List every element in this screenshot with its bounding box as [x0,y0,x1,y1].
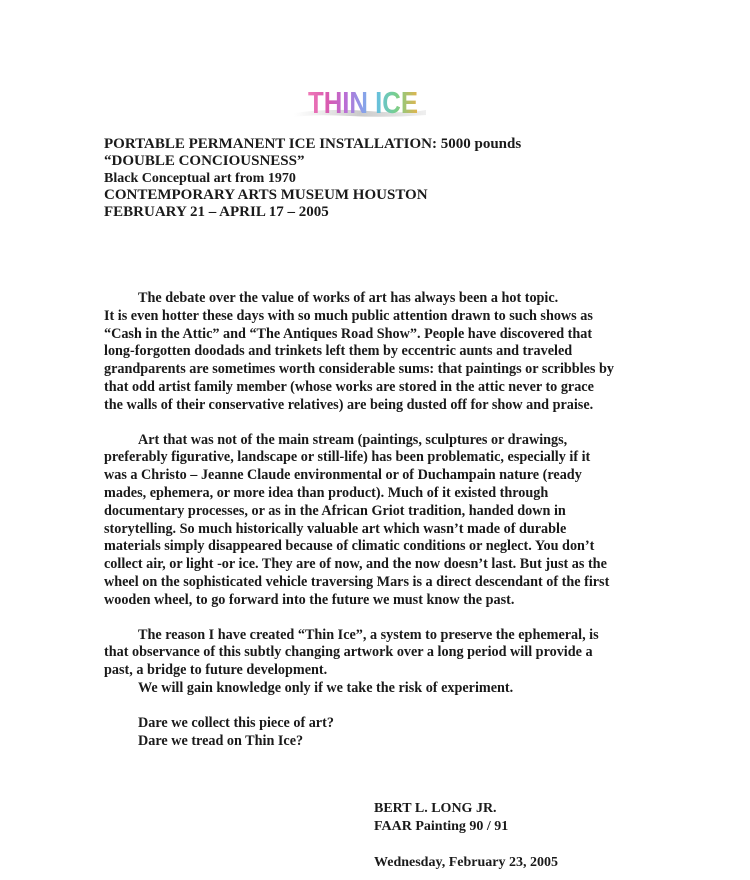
thin-ice-logo [290,80,430,126]
text-line: The reason I have created “Thin Ice”, a system to preserve the ephemeral, is [138,626,599,643]
text-line: Dare we collect this piece of art? [138,714,334,731]
paragraph-3 [104,627,649,698]
text-line: preferably figurative, landscape or still-life) has been problematic, especially if it [104,449,591,466]
signature-block [374,800,558,872]
text-line: documentary processes, or as in the African Griot tradition, handed down in [104,502,566,519]
header-line-title: “DOUBLE CONCIOUSNESS” [104,153,305,169]
signature-date: Wednesday, February 23, 2005 [374,855,558,870]
paragraph-spacer [104,610,649,627]
paragraph-spacer [104,415,649,432]
text-line: long-forgotten doodads and trinkets left them by eccentric aunts and traveled [104,343,573,360]
text-line: that odd artist family member (whose works are stored in the attic never to grace [104,378,594,395]
paragraph-4 [104,715,649,751]
header-line-museum: CONTEMPORARY ARTS MUSEUM HOUSTON [104,187,428,203]
text-line: past, a bridge to future development. [104,662,328,679]
paragraph-spacer [104,698,649,715]
essay-body [104,290,649,750]
signature-title: FAAR Painting 90 / 91 [374,819,509,834]
text-line: Dare we tread on Thin Ice? [138,732,304,749]
text-line: storytelling. So much historically valuable art which wasn’t made of durable [104,520,567,537]
text-line: Art that was not of the main stream (paintings, sculptures or drawings, [138,431,568,448]
paragraph-2 [104,432,649,610]
text-line: was a Christo – Jeanne Claude environmental or of Duchampain nature (ready [104,467,582,484]
text-line: The debate over the value of works of art has always been a hot topic. [138,290,559,306]
header-line-subtitle: Black Conceptual art from 1970 [104,171,296,186]
exhibition-header [104,136,521,221]
text-line: materials simply disappeared because of climatic conditions or neglect. You don’t [104,538,595,555]
text-line: the walls of their conservative relatives) are being dusted off for show and praise. [104,396,594,413]
text-line: that observance of this subtly changing artwork over a long period will provide a [104,644,593,661]
header-line-installation: PORTABLE PERMANENT ICE INSTALLATION: 5000 pounds [104,136,522,152]
header-line-dates: FEBRUARY 21 – APRIL 17 – 2005 [104,204,329,220]
text-line: grandparents are sometimes worth considerable sums: that paintings or scribbles by [104,361,614,378]
text-line: wheel on the sophisticated vehicle traversing Mars is a direct descendant of the first [104,573,610,590]
text-line: “Cash in the Attic” and “The Antiques Road Show”. People have discovered that [104,325,593,342]
text-line: collect air, or light -or ice. They are of now, and the now doesn’t last. But just as the [104,556,607,573]
logo-text: THIN ICE [308,85,418,120]
text-line: mades, ephemera, or more idea than product). Much of it existed through [104,484,549,501]
text-line: We will gain knowledge only if we take the risk of experiment. [138,679,514,696]
signature-name: BERT L. LONG JR. [374,801,497,816]
text-line: wooden wheel, to go forward into the future we must know the past. [104,591,515,608]
paragraph-1 [104,290,649,415]
text-line: It is even hotter these days with so much public attention drawn to such shows as [104,307,593,324]
